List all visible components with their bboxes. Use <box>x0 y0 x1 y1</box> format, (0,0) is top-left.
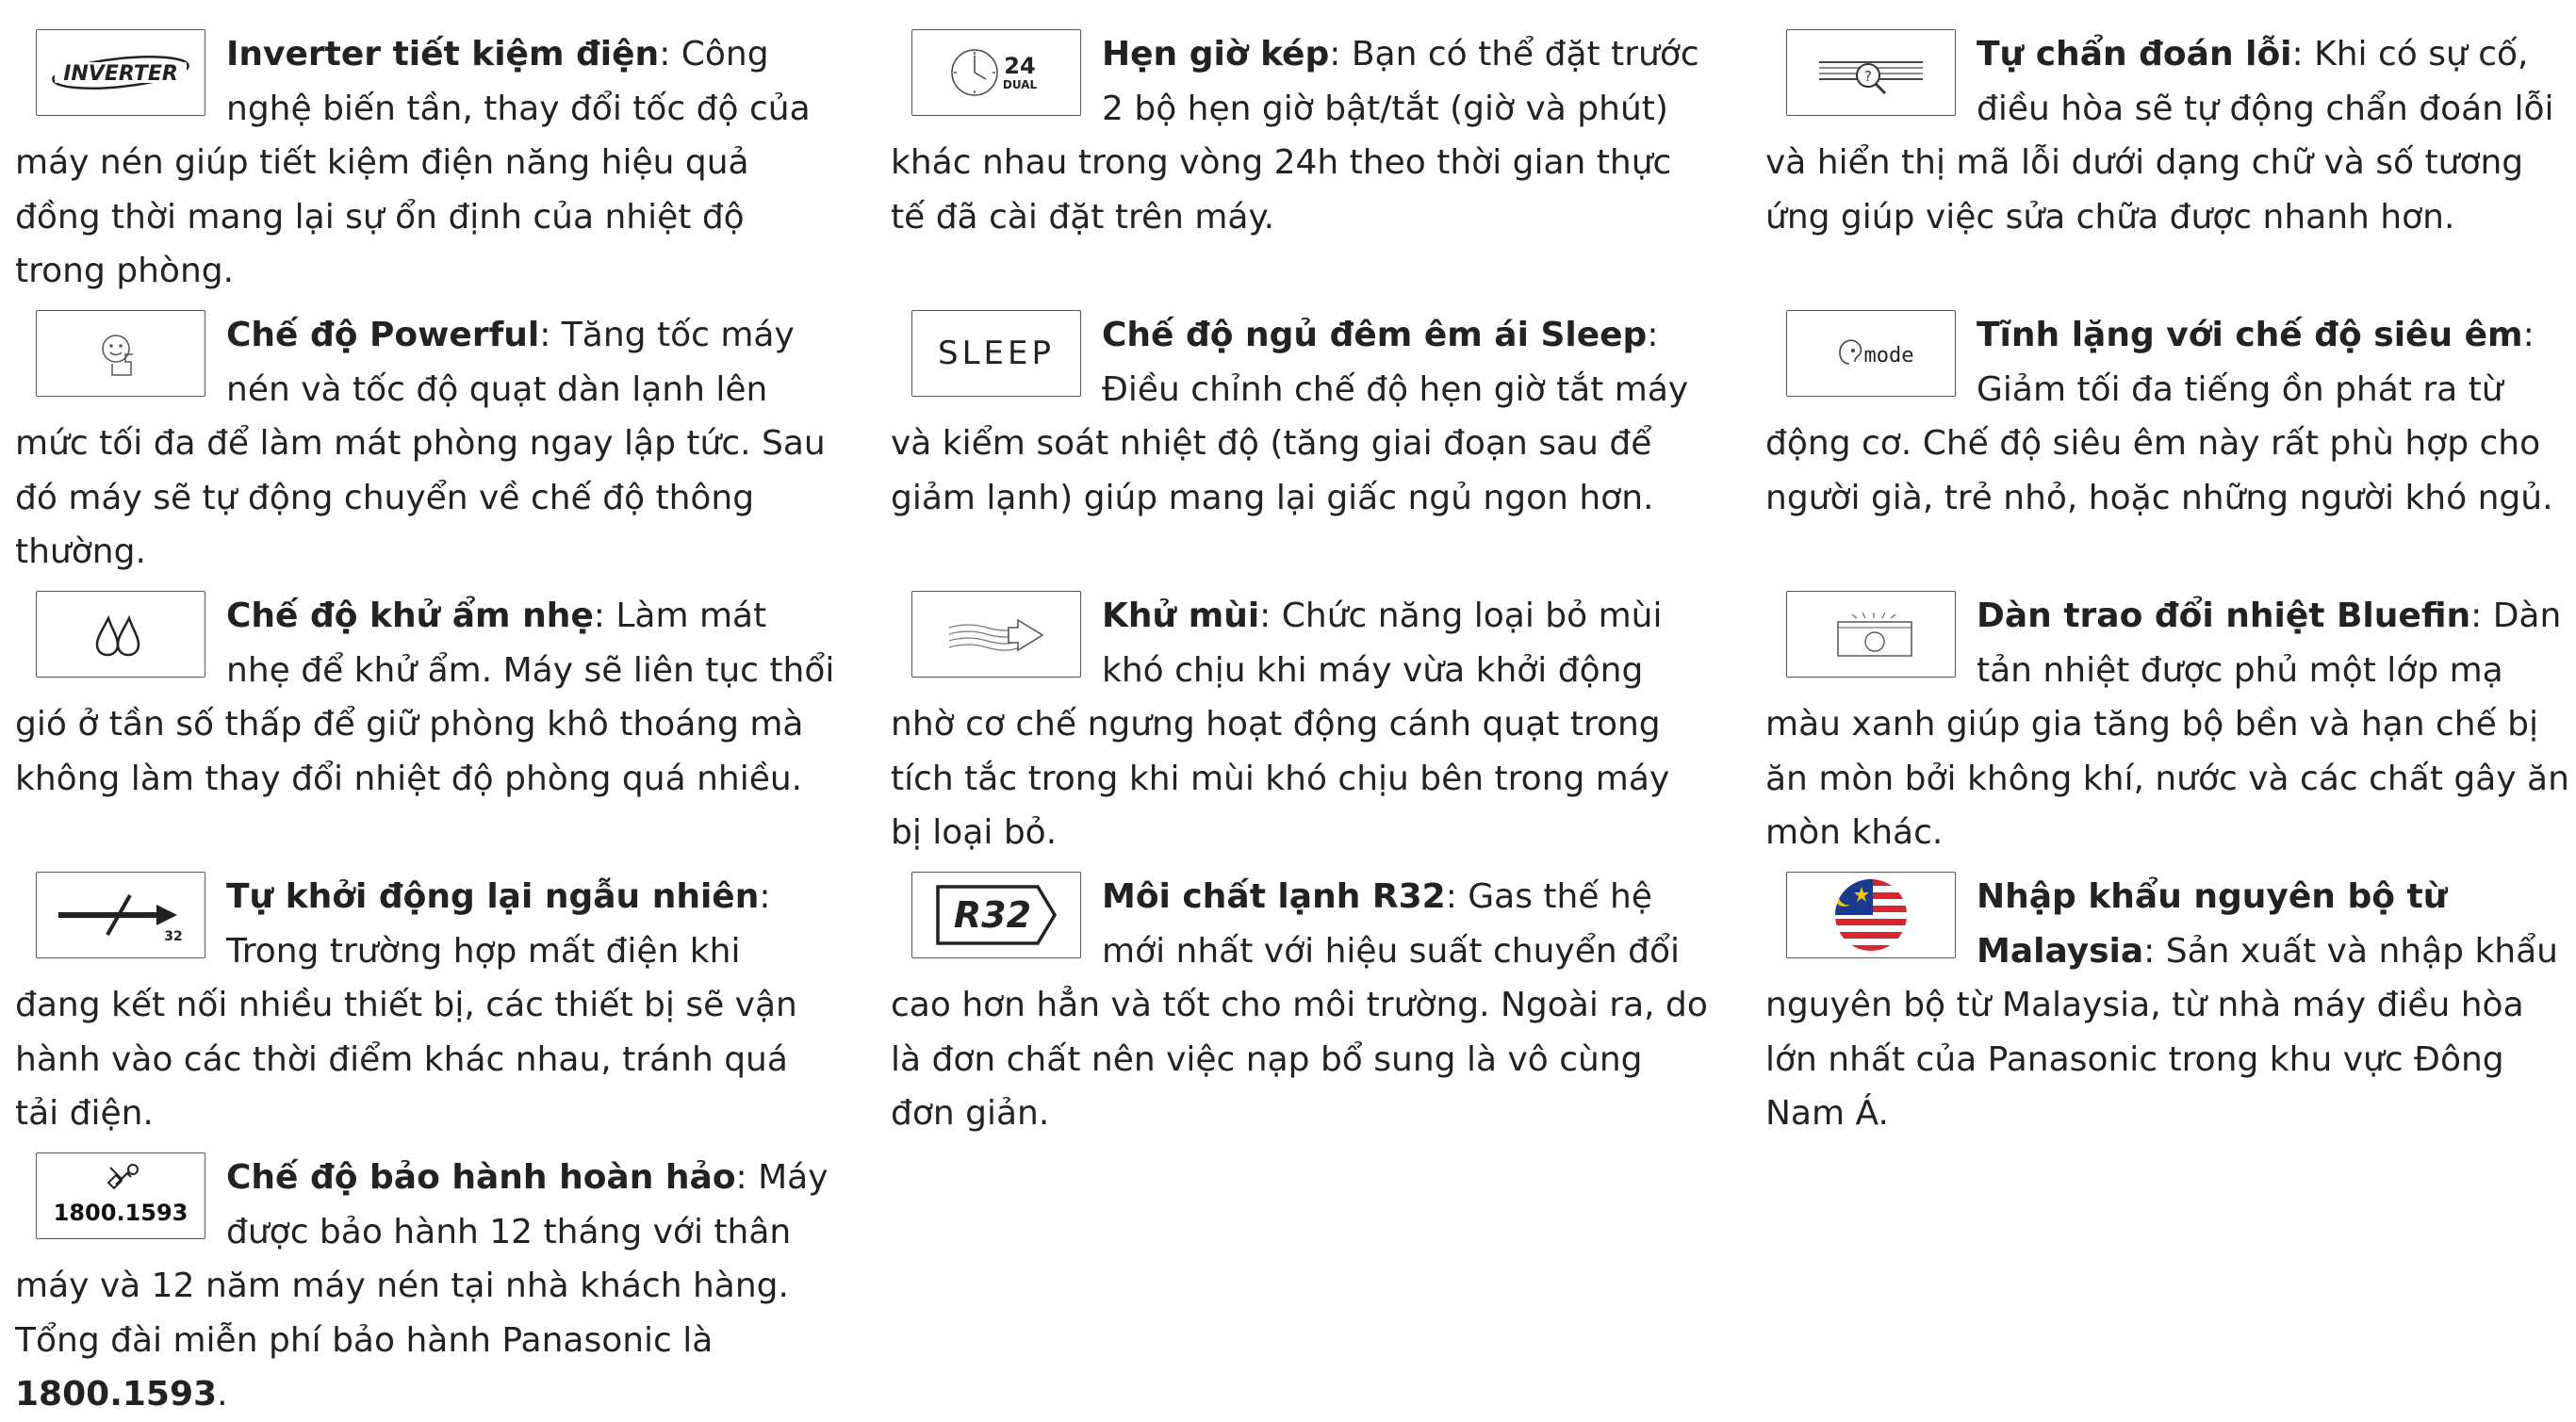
feature-title: Chế độ bảo hành hoàn hảo <box>226 1158 736 1197</box>
feature-malaysia <box>1765 870 2576 1141</box>
feature-text: : Máy được bảo hành 12 tháng với thân máy và 12 năm máy nén tại nhà khách hàng. Tổng đài miễn phí bảo hành Panasonic là <box>15 1158 829 1360</box>
svg-text:INVERTER: INVERTER <box>63 62 178 86</box>
feature-text-end: . <box>217 1375 228 1414</box>
feature-warranty <box>15 1151 835 1422</box>
feature-mild-dry <box>15 589 835 806</box>
feature-text: : Giảm tối đa tiếng ồn phát ra từ động cơ. Chế độ siêu êm này rất phù hợp cho người già, trẻ nhỏ, hoặc những người khó ngủ. <box>1765 316 2553 517</box>
feature-title: Tự chẩn đoán lỗi <box>1977 35 2292 74</box>
feature-title: Tự khởi động lại ngẫu nhiên <box>226 877 760 916</box>
feature-text: : Làm mát nhẹ để khử ẩm. Máy sẽ liên tục thổi gió ở tần số thấp để giữ phòng khô thoáng mà không làm thay đổi nhiệt độ phòng quá nhiều. <box>15 597 835 798</box>
svg-text:mode: mode <box>1863 344 1914 368</box>
feature-bluefin <box>1765 589 2576 860</box>
svg-text:DUAL: DUAL <box>1002 78 1038 91</box>
clock-24-dual-icon <box>911 29 1081 116</box>
feature-text: : Bạn có thể đặt trước 2 bộ hẹn giờ bật/tắt (giờ và phút) khác nhau trong vòng 24h theo thời gian thực tế đã cài đặt trên máy. <box>891 35 1699 237</box>
malaysia-flag-icon <box>1786 872 1956 958</box>
feature-powerful <box>15 308 835 580</box>
feature-inverter <box>15 27 835 299</box>
feature-title: Tĩnh lặng với chế độ siêu êm <box>1977 316 2523 354</box>
feature-text: : Tăng tốc máy nén và tốc độ quạt dàn lạnh lên mức tối đa để làm mát phòng ngay lập tức. Sau đó máy sẽ tự động chuyển về chế độ thông thường. <box>15 316 826 571</box>
feature-quiet <box>1765 308 2576 525</box>
feature-text: : Công nghệ biến tần, thay đổi tốc độ của máy nén giúp tiết kiệm điện năng hiệu quả đồng thời mang lại sự ổn định của nhiệt độ trong phòng. <box>15 35 811 290</box>
feature-sleep <box>891 308 1711 525</box>
feature-title: Dàn trao đổi nhiệt Bluefin <box>1977 597 2471 635</box>
svg-text:SLEEP: SLEEP <box>938 335 1055 372</box>
feature-text: : Điều chỉnh chế độ hẹn giờ tắt máy và kiểm soát nhiệt độ (tăng giai đoạn sau để giảm lạnh) giúp mang lại giấc ngủ ngon hơn. <box>891 316 1689 517</box>
bluefin-heat-exchanger-icon <box>1786 591 1956 678</box>
inverter-icon <box>36 29 205 116</box>
feature-text: : Gas thế hệ mới nhất với hiệu suất chuyển đổi cao hơn hẳn và tốt cho môi trường. Ngoài ra, do là đơn chất nên việc nạp bổ sung là vô cùng đơn giản. <box>891 877 1708 1133</box>
feature-dual-timer <box>891 27 1711 244</box>
feature-text: : Chức năng loại bỏ mùi khó chịu khi máy vừa khởi động nhờ cơ chế ngưng hoạt động cánh quạt trong tích tắc trong khi mùi khó chịu bên trong máy bị loại bỏ. <box>891 597 1670 852</box>
feature-title: Hẹn giờ kép <box>1102 35 1330 74</box>
feature-title: Chế độ khử ẩm nhẹ <box>226 597 594 635</box>
powerful-face-icon <box>36 310 205 397</box>
hotline-number: 1800.1593 <box>15 1375 218 1414</box>
svg-text:24: 24 <box>1004 53 1036 79</box>
svg-text:R32: R32 <box>953 894 1032 936</box>
feature-title: Chế độ Powerful <box>226 316 540 354</box>
feature-title: Inverter tiết kiệm điện <box>226 35 660 74</box>
odor-wash-arrow-icon <box>911 591 1081 678</box>
feature-title: Khử mùi <box>1102 597 1260 635</box>
svg-text:1800.1593: 1800.1593 <box>53 1200 189 1226</box>
feature-title: Môi chất lạnh R32 <box>1102 877 1446 916</box>
mild-dry-drops-icon <box>36 591 205 678</box>
feature-r32 <box>891 870 1711 1141</box>
random-restart-arrow-icon <box>36 872 205 958</box>
diagnosis-magnifier-icon <box>1786 29 1956 116</box>
svg-text:?: ? <box>1864 68 1872 85</box>
sleep-icon <box>911 310 1081 397</box>
r32-refrigerant-icon <box>911 872 1081 958</box>
feature-self-diagnosis <box>1765 27 2576 244</box>
feature-title: Chế độ ngủ đêm êm ái Sleep <box>1102 316 1648 354</box>
feature-odor <box>891 589 1711 860</box>
quiet-mode-icon <box>1786 310 1956 397</box>
feature-text: : Dàn tản nhiệt được phủ một lớp mạ màu xanh giúp gia tăng bộ bền và hạn chế bị ăn mòn bởi không khí, nước và các chất gây ăn mòn khác. <box>1765 597 2569 852</box>
feature-text: : Trong trường hợp mất điện khi đang kết nối nhiều thiết bị, các thiết bị sẽ vận hành vào các thời điểm khác nhau, tránh quá tải điện. <box>15 877 797 1133</box>
feature-title: Nhập khẩu nguyên bộ từ Malaysia <box>1977 877 2448 971</box>
feature-random-restart <box>15 870 835 1141</box>
feature-text: : Sản xuất và nhập khẩu nguyên bộ từ Malaysia, từ nhà máy điều hòa lớn nhất của Panasonic trong khu vực Đông Nam Á. <box>1765 931 2558 1133</box>
warranty-hotline-icon <box>36 1152 205 1239</box>
svg-text:32: 32 <box>164 929 183 944</box>
feature-text: : Khi có sự cố, điều hòa sẽ tự động chẩn đoán lỗi và hiển thị mã lỗi dưới dạng chữ và số tương ứng giúp việc sửa chữa được nhanh hơn. <box>1765 35 2554 237</box>
